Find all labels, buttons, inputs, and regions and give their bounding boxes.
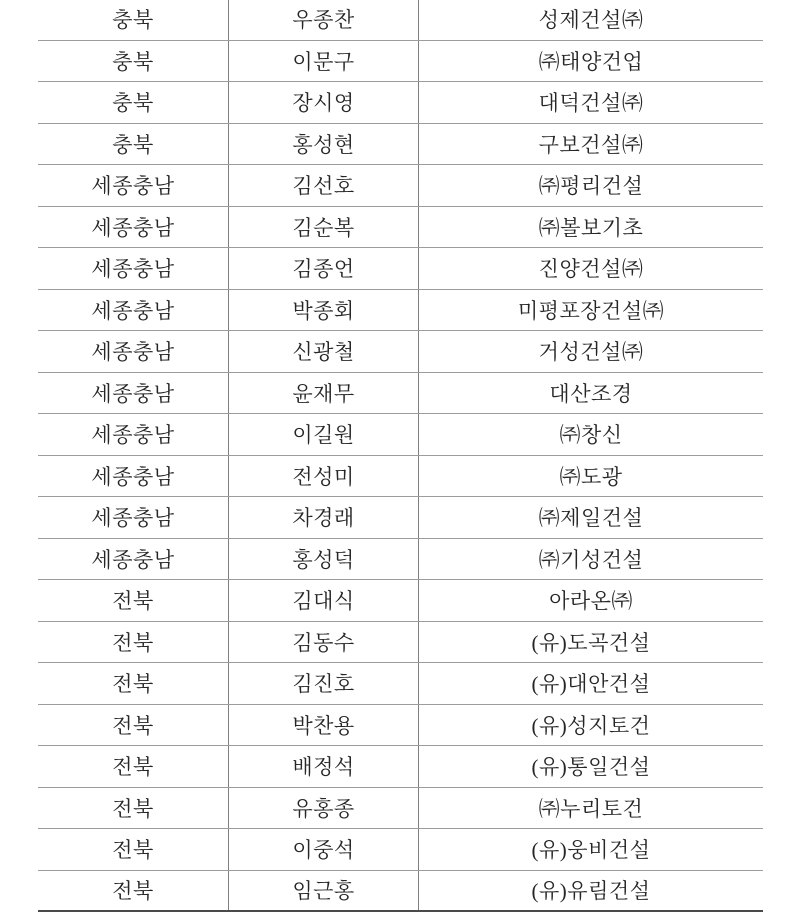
region-cell: 충북 (112, 8, 154, 33)
table-row (38, 82, 763, 124)
company-cell: 대덕건설㈜ (418, 82, 763, 123)
table-row (38, 705, 763, 747)
member-table (38, 0, 763, 912)
member-name-cell: 홍성현 (228, 124, 418, 165)
table-row (38, 41, 763, 83)
region-cell: 전북 (112, 879, 154, 904)
member-name-cell: 김종언 (228, 248, 418, 289)
table-row (38, 539, 763, 581)
company-cell: (유)대안건설 (418, 663, 763, 704)
table-row (38, 373, 763, 415)
region-cell: 세종충남 (91, 174, 175, 199)
company-cell: ㈜태양건업 (418, 41, 763, 82)
table-row (38, 0, 763, 41)
company-cell: (유)성지토건 (418, 705, 763, 746)
member-name-cell: 우종찬 (228, 0, 418, 40)
region-cell: 전북 (112, 589, 154, 614)
company-cell: 구보건설㈜ (418, 124, 763, 165)
region-cell: 전북 (112, 630, 154, 655)
table-row (38, 248, 763, 290)
region-cell: 세종충남 (91, 381, 175, 406)
region-cell: 세종충남 (91, 215, 175, 240)
member-name-cell: 이중석 (228, 829, 418, 870)
company-cell: ㈜제일건설 (418, 497, 763, 538)
table-row (38, 746, 763, 788)
member-name-cell: 신광철 (228, 331, 418, 372)
member-name-cell: 김순복 (228, 207, 418, 248)
member-name-cell: 차경래 (228, 497, 418, 538)
table-row (38, 414, 763, 456)
region-cell: 전북 (112, 672, 154, 697)
region-cell: 전북 (112, 713, 154, 738)
company-cell: 진양건설㈜ (418, 248, 763, 289)
region-cell: 충북 (112, 91, 154, 116)
table-row (38, 331, 763, 373)
region-cell: 충북 (112, 49, 154, 74)
member-name-cell: 이길원 (228, 414, 418, 455)
company-cell: 아라온㈜ (418, 580, 763, 621)
member-name-cell: 배정석 (228, 746, 418, 787)
member-name-cell: 전성미 (228, 456, 418, 497)
table-row (38, 290, 763, 332)
region-cell: 세종충남 (91, 506, 175, 531)
company-cell: (유)도곡건설 (418, 622, 763, 663)
region-cell: 세종충남 (91, 340, 175, 365)
table-row (38, 871, 763, 913)
company-cell: (유)통일건설 (418, 746, 763, 787)
company-cell: (유)유림건설 (418, 871, 763, 911)
company-cell: (유)웅비건설 (418, 829, 763, 870)
company-cell: ㈜누리토건 (418, 788, 763, 829)
table-row (38, 580, 763, 622)
table-row (38, 124, 763, 166)
region-cell: 전북 (112, 755, 154, 780)
company-cell: ㈜기성건설 (418, 539, 763, 580)
member-name-cell: 홍성덕 (228, 539, 418, 580)
member-name-cell: 김선호 (228, 165, 418, 206)
member-name-cell: 장시영 (228, 82, 418, 123)
table-row (38, 622, 763, 664)
member-name-cell: 유홍종 (228, 788, 418, 829)
region-cell: 전북 (112, 796, 154, 821)
region-cell: 충북 (112, 132, 154, 157)
company-cell: 대산조경 (418, 373, 763, 414)
table-row (38, 497, 763, 539)
table-row (38, 165, 763, 207)
member-name-cell: 윤재무 (228, 373, 418, 414)
company-cell: ㈜도광 (418, 456, 763, 497)
member-name-cell: 김진호 (228, 663, 418, 704)
member-name-cell: 김대식 (228, 580, 418, 621)
region-cell: 전북 (112, 838, 154, 863)
region-cell: 세종충남 (91, 423, 175, 448)
region-cell: 세종충남 (91, 298, 175, 323)
table-row (38, 207, 763, 249)
table-row (38, 456, 763, 498)
member-name-cell: 이문구 (228, 41, 418, 82)
company-cell: 거성건설㈜ (418, 331, 763, 372)
region-cell: 세종충남 (91, 257, 175, 282)
region-cell: 세종충남 (91, 464, 175, 489)
company-cell: 미평포장건설㈜ (418, 290, 763, 331)
table-row (38, 829, 763, 871)
company-cell: ㈜평리건설 (418, 165, 763, 206)
company-cell: ㈜창신 (418, 414, 763, 455)
table-row (38, 788, 763, 830)
region-cell: 세종충남 (91, 547, 175, 572)
member-name-cell: 박종회 (228, 290, 418, 331)
member-name-cell: 김동수 (228, 622, 418, 663)
table-row (38, 663, 763, 705)
member-name-cell: 임근홍 (228, 871, 418, 911)
company-cell: 성제건설㈜ (418, 0, 763, 40)
member-name-cell: 박찬용 (228, 705, 418, 746)
company-cell: ㈜볼보기초 (418, 207, 763, 248)
